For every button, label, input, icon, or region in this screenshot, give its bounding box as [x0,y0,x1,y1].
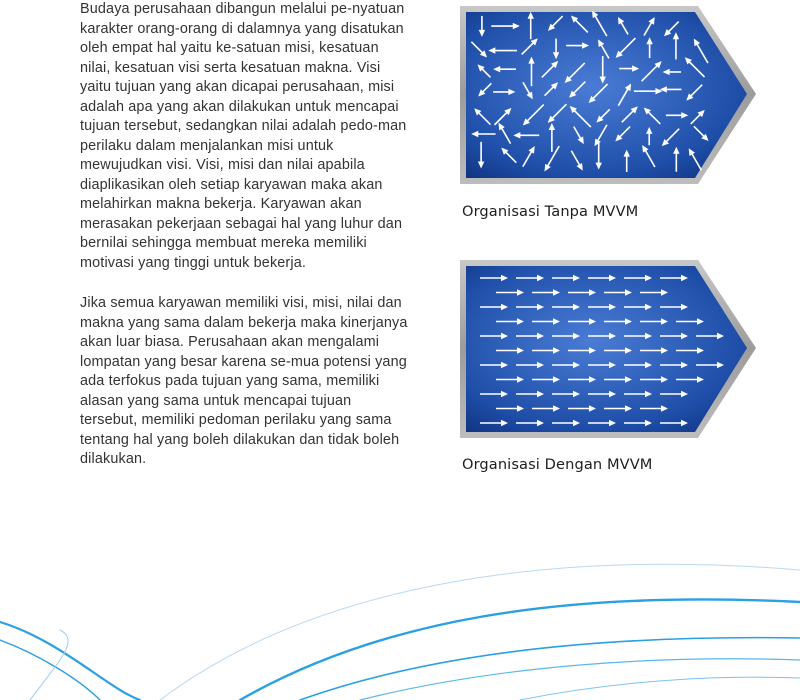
caption-with-mvvm: Organisasi Dengan MVVM [462,456,653,473]
wave-line [520,677,800,700]
decorative-waves [0,540,800,700]
caption-without-mvvm: Organisasi Tanpa MVVM [462,203,639,220]
wave-line [300,638,800,700]
wave-line [0,622,140,700]
body-paragraph-2: Jika semua karyawan memiliki visi, misi, nilai dan makna yang sama dalam bekerja maka kinerjanya akan luar biasa. Perusahaan akan mengalami lompatan yang besar karena se-mua potensi yang ada terfokus pada tujuan yang sama, memiliki alasan yang sama untuk mencapai tujuan tersebut, memiliki pedoman perilaku yang sama tentang hal yang boleh dilakukan dan tidak boleh dilakukan. [80,295,408,467]
diagram-with-mvvm-graphic [458,258,758,442]
diagram-without-mvvm [458,4,758,188]
wave-line [160,564,800,700]
panel-shape [466,266,747,432]
wave-line [30,630,68,700]
body-paragraph-1: Budaya perusahaan dibangun melalui pe-nyatuan karakter orang-orang di dalamnya yang disatukan oleh empat hal yaitu ke-satuan misi, kesatuan nilai, kesatuan visi serta kesatuan makna. Visi yaitu tujuan yang akan dicapai perusahaan, misi adalah apa yang akan dilakukan untuk mencapai tujuan tersebut, sedangkan nilai adalah pedo-man perilaku dalam menjalankan misi untuk mewujudkan visi. Visi, misi dan nilai apabila diaplikasikan oleh setiap karyawan maka akan melahirkan makna bekerja. Karyawan akan merasakan pekerjaan sebagai hal yang luhur dan bernilai sehingga membuat mereka memiliki motivasi yang tinggi untuk bekerja. [80,1,407,271]
wave-line [360,659,800,700]
body-text-column [80,0,410,470]
diagram-without-mvvm-graphic [458,4,758,188]
diagram-with-mvvm [458,258,758,442]
wave-line [0,640,100,700]
panel-shape [466,12,747,178]
